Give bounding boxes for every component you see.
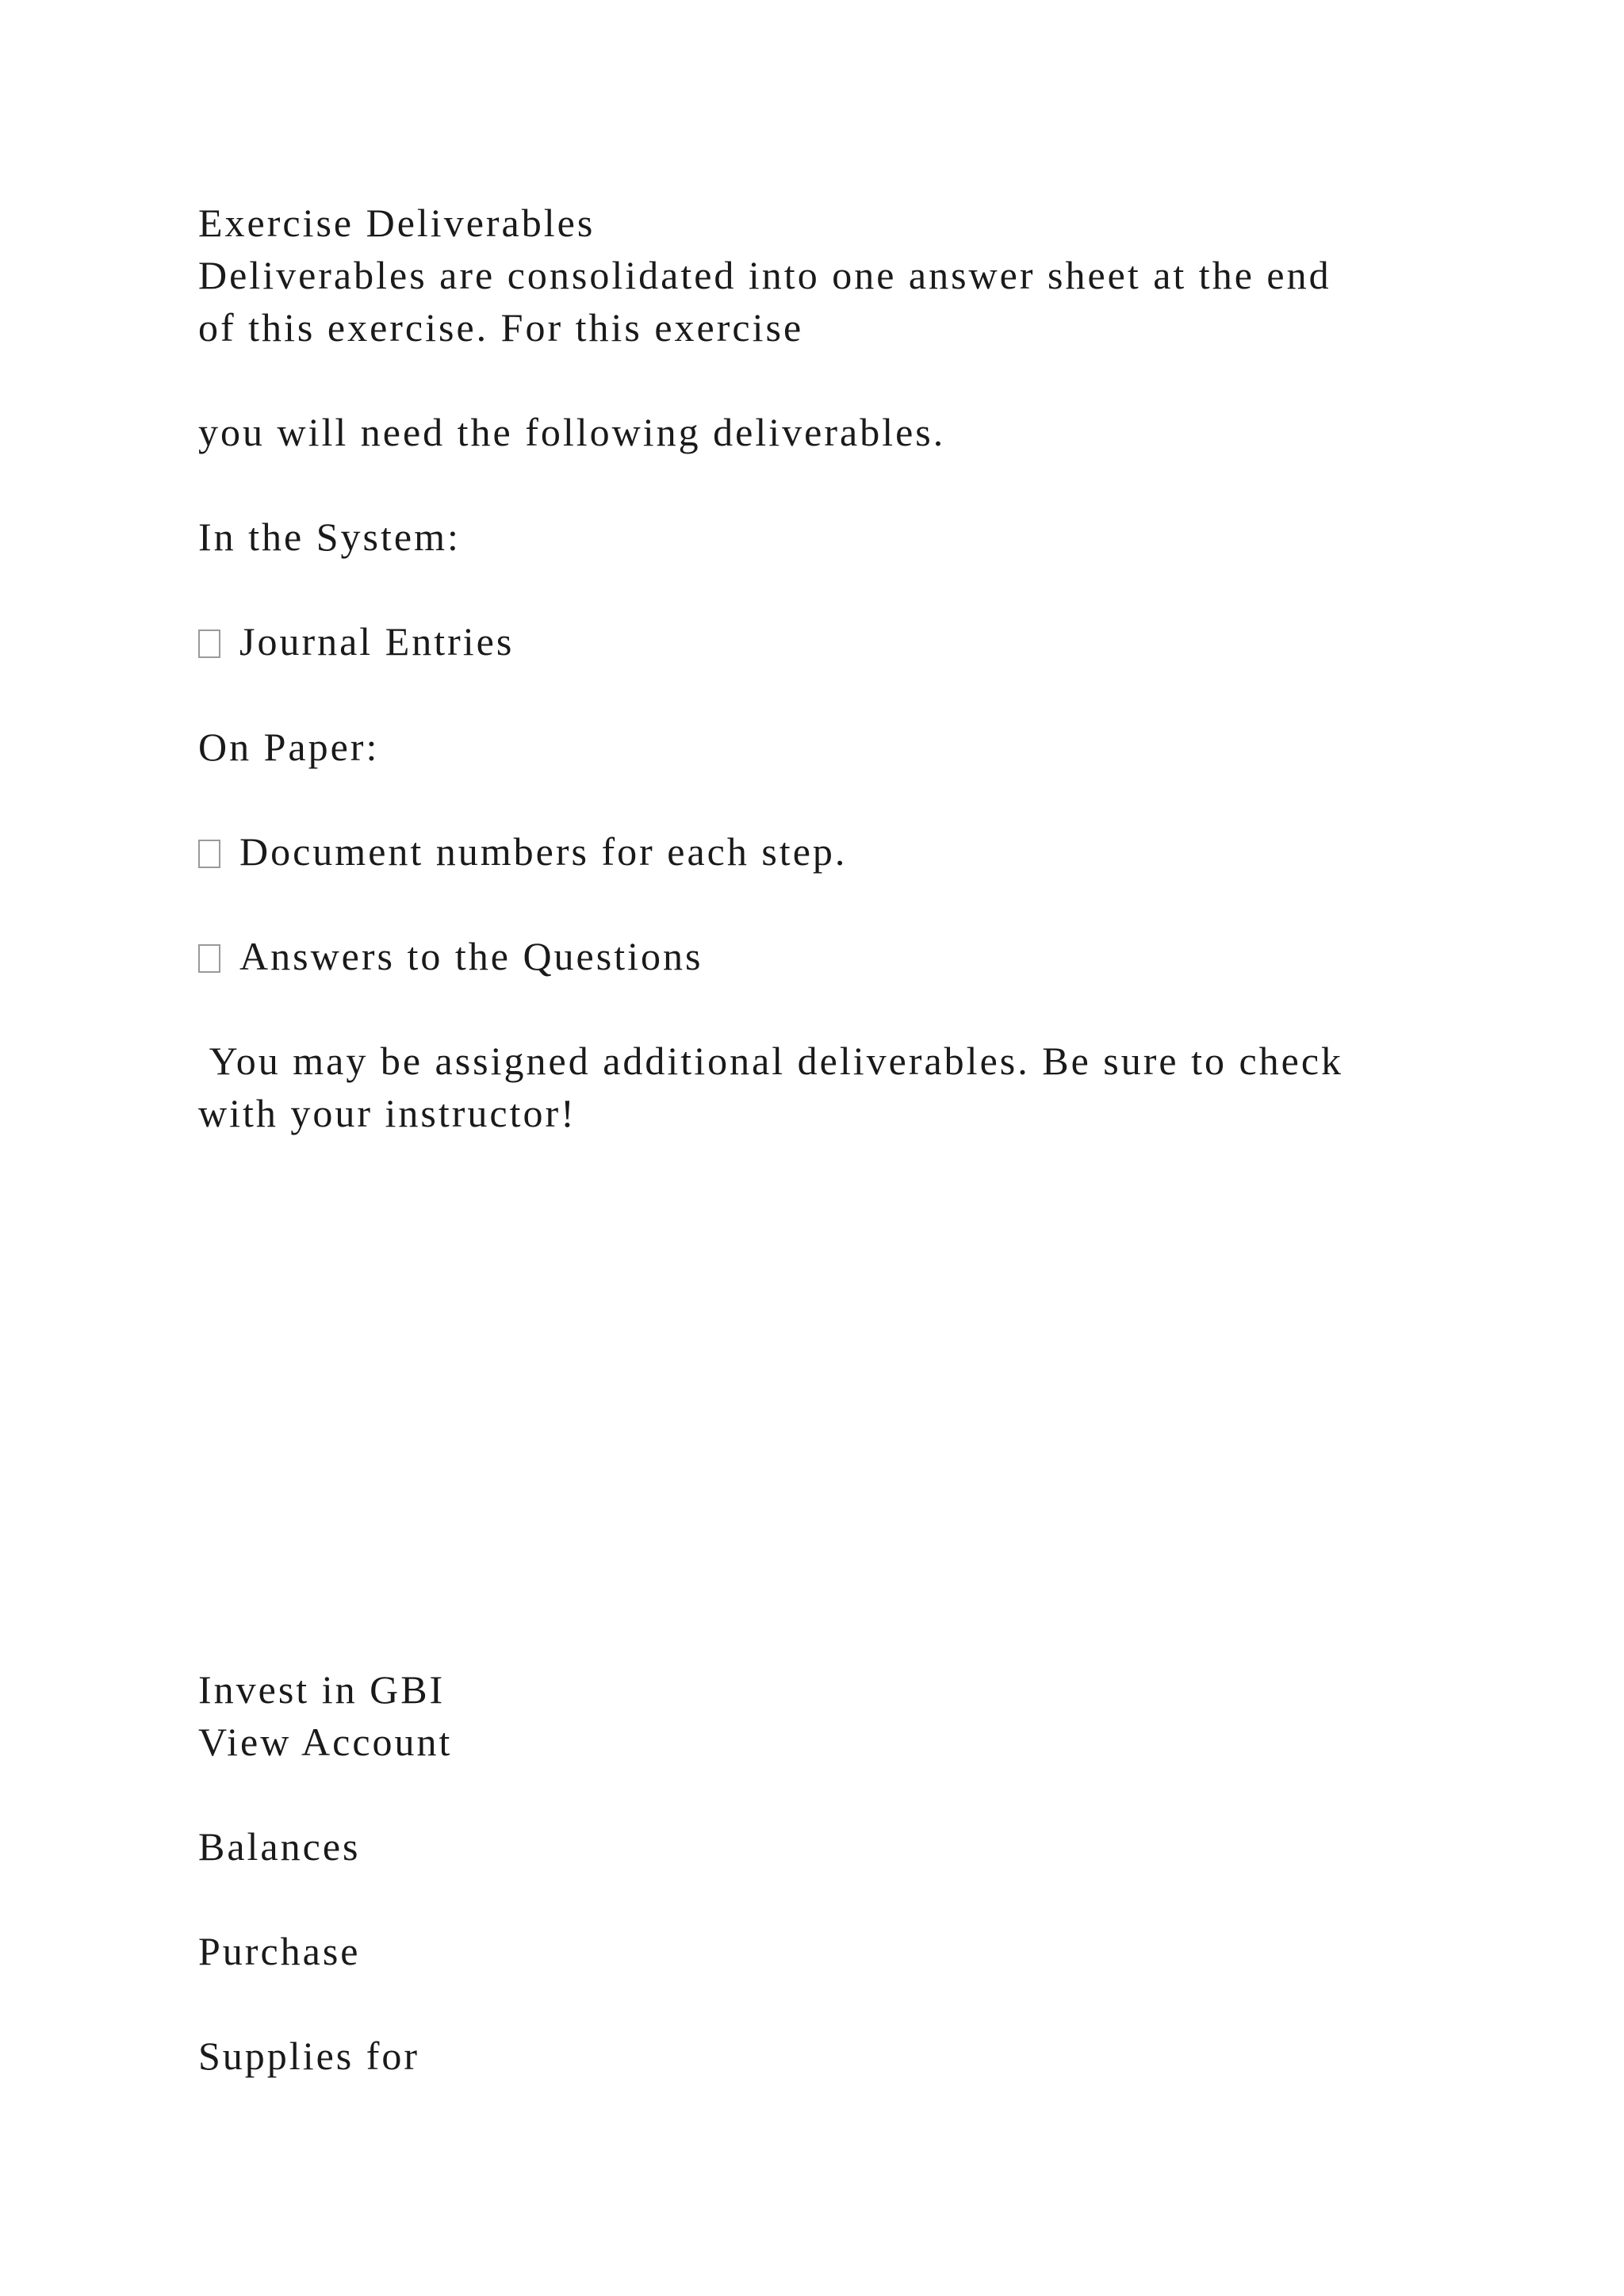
intro-line-1: Deliverables are consolidated into one answer sheet at the end [198,253,1331,297]
list-item-label: Journal Entries [239,619,515,664]
list-item [198,829,848,874]
bullet-box-icon [198,840,220,868]
bullet-box-icon [198,944,220,973]
intro-line-3: you will need the following deliverables. [198,410,946,454]
section-line: Balances [198,1824,361,1869]
bullet-box-icon [198,629,220,658]
list-item-label: Answers to the Questions [239,934,703,978]
section-line: Supplies for [198,2034,420,2078]
section-line: Invest in GBI [198,1667,446,1712]
section-line: View Account [198,1720,453,1764]
on-paper-heading: On Paper: [198,725,380,769]
in-system-heading: In the System: [198,515,461,559]
section-line: Purchase [198,1929,361,1973]
list-item [198,619,515,664]
list-item [198,936,703,976]
document-title: Exercise Deliverables [198,201,596,245]
note-line-2: with your instructor! [198,1091,576,1135]
list-item-label: Document numbers for each step. [239,829,848,874]
intro-line-2: of this exercise. For this exercise [198,305,804,350]
note-line-1: You may be assigned additional deliverables. Be sure to check [198,1039,1344,1083]
